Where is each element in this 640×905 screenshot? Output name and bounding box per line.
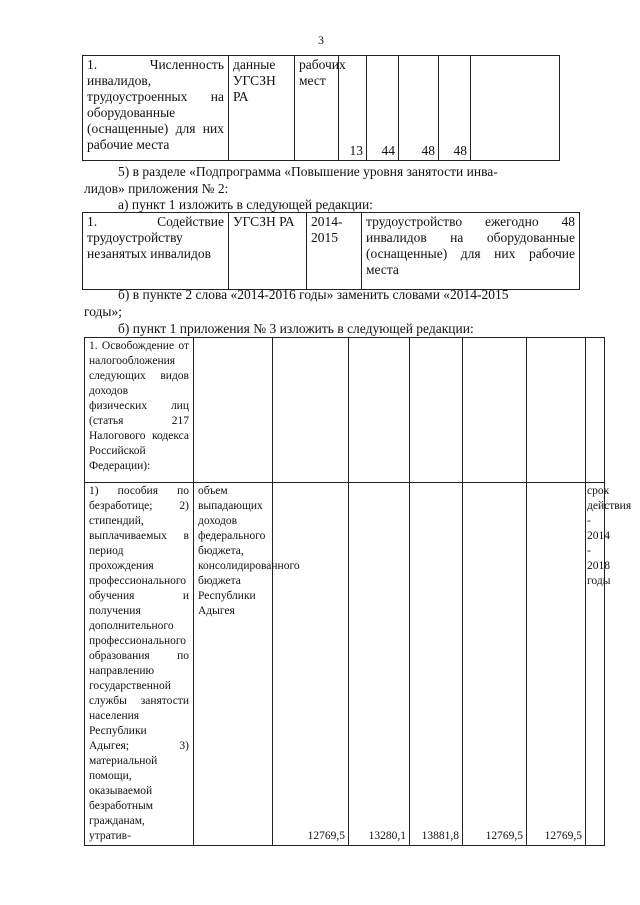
tax-relief-value-2017: 12769,5 — [463, 483, 527, 846]
tax-relief-header-empty-4 — [410, 338, 463, 483]
indicator-value-1: 13 — [339, 56, 367, 161]
indicator-description: 1. Численность инвалидов, трудоустроенных на оборудованные (оснащенные) для них рабочие места — [83, 56, 229, 161]
paragraph-b-line2: годы»; — [84, 304, 123, 319]
measure-period: 2014-2015 — [307, 213, 362, 290]
tax-relief-table — [84, 337, 632, 846]
tax-relief-indicator: объем выпадающих доходов федерального бюджета, консолидированного бюджета Республики Адыгея — [194, 483, 273, 846]
measure-table — [82, 212, 580, 290]
page-number: 3 — [318, 33, 324, 47]
indicator-value-3: 48 — [399, 56, 439, 161]
tax-relief-header-empty-6 — [527, 338, 586, 483]
tax-relief-header-empty-1 — [194, 338, 273, 483]
tax-relief-header-empty-7 — [586, 338, 605, 483]
indicator-empty-cell — [471, 56, 560, 161]
indicator-table — [82, 55, 560, 161]
tax-relief-header-empty-3 — [349, 338, 410, 483]
measure-organization: УГСЗН РА — [229, 213, 307, 290]
indicator-source: данные УГСЗН РА — [229, 56, 295, 161]
tax-relief-header-empty-2 — [273, 338, 349, 483]
paragraph-b-line1: б) в пункте 2 слова «2014-2016 годы» заменить словами «2014-2015 — [118, 287, 509, 302]
tax-relief-value-2018: 12769,5 — [527, 483, 586, 846]
paragraph-5-line2: лидов» приложения № 2: — [84, 181, 229, 196]
tax-relief-value-2016: 13881,8 — [410, 483, 463, 846]
measure-result: трудоустройство ежегодно 48 инвалидов на оборудованные (оснащенные) для них рабочие места — [362, 213, 580, 290]
tax-relief-header-description: 1. Освобождение от налогообложения следующих видов доходов физических лиц (статья 217 Налогового кодекса Российской Федерации): — [85, 338, 194, 483]
indicator-unit: рабочих мест — [295, 56, 339, 161]
measure-description: 1. Содействие трудоустройству незанятых инвалидов — [83, 213, 229, 290]
indicator-value-2: 44 — [367, 56, 399, 161]
tax-relief-value-2014: 12769,5 — [273, 483, 349, 846]
paragraph-5-line1: 5) в разделе «Подпрограмма «Повышение уровня занятости инва- — [118, 164, 498, 179]
tax-relief-value-2015: 13280,1 — [349, 483, 410, 846]
tax-relief-item-description: 1) пособия по безработице; 2) стипендий, выплачиваемых в период прохождения профессионального обучения и получения дополнительного профессионального образования по направлению государственной службы занятости населения Республики Адыгея; 3) материальной помощи, оказываемой безработным гражданам, утратив- — [85, 483, 194, 846]
paragraph-a: а) пункт 1 изложить в следующей редакции: — [118, 197, 373, 212]
paragraph-v: б) пункт 1 приложения № 3 изложить в следующей редакции: — [118, 321, 474, 336]
tax-relief-header-empty-5 — [463, 338, 527, 483]
tax-relief-term: срок действия - 2014 - 2018 годы — [586, 483, 605, 846]
indicator-value-4: 48 — [439, 56, 471, 161]
